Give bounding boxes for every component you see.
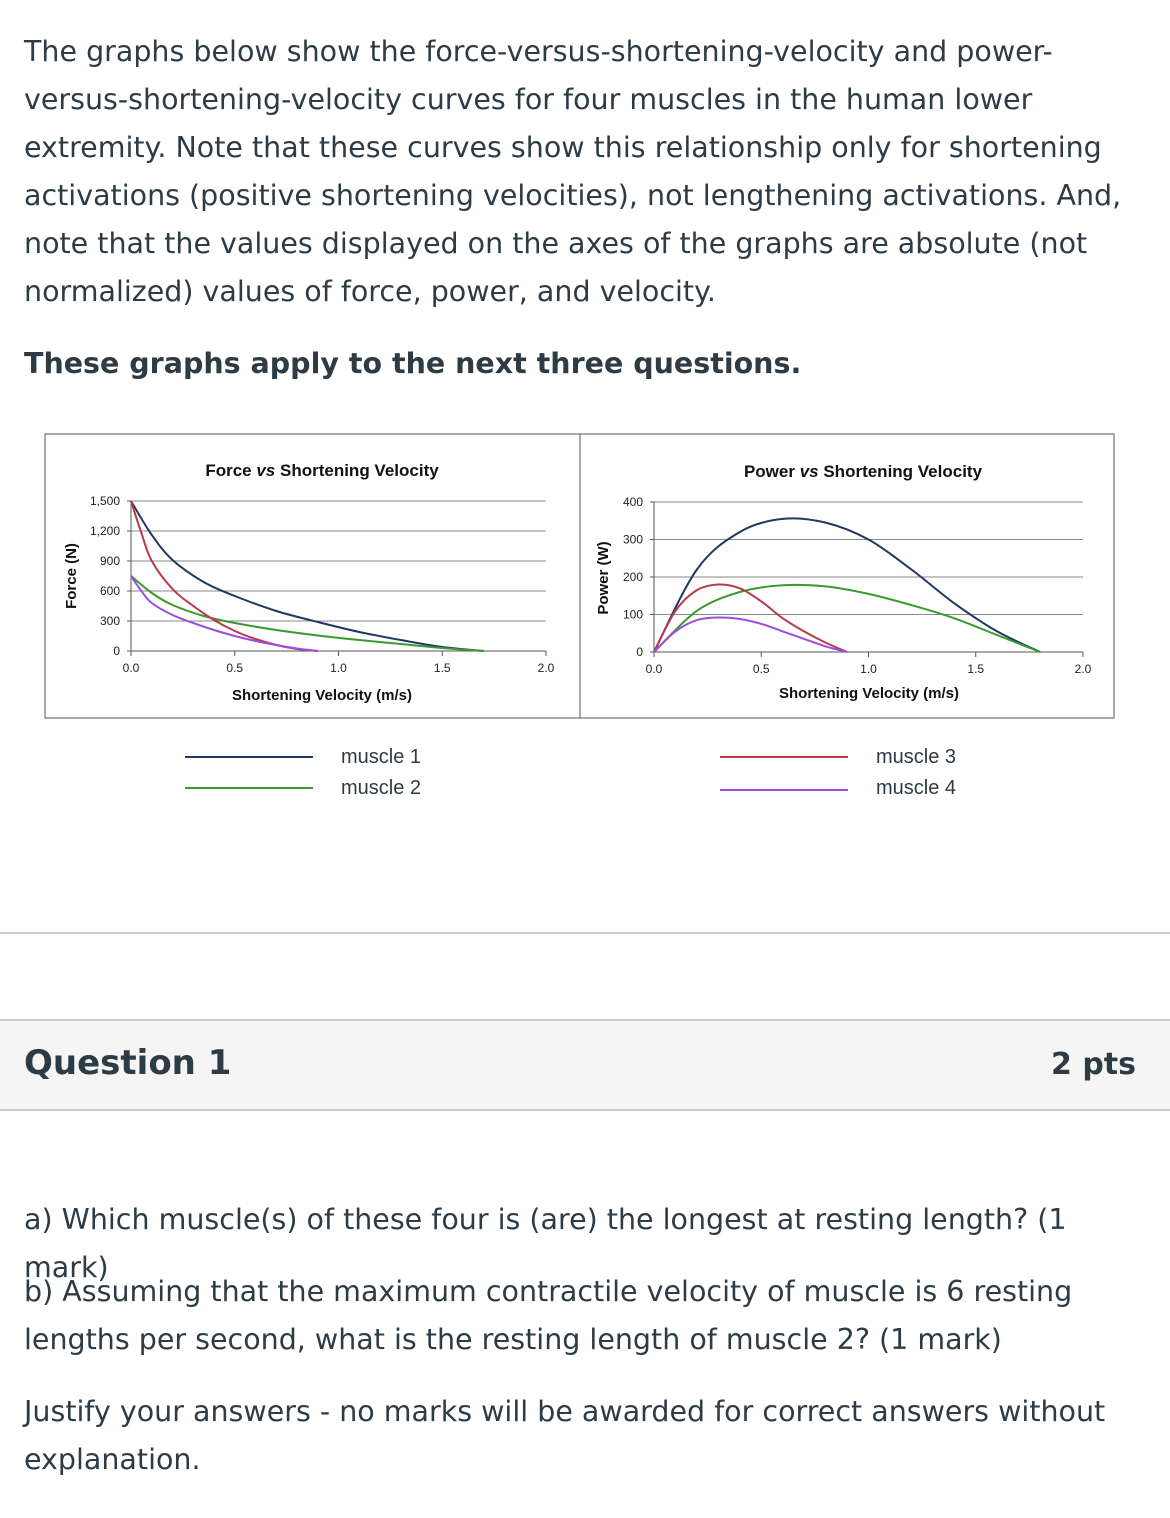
y-tick-label: 1,200 [89, 524, 120, 538]
x-axis-label: Shortening Velocity (m/s) [231, 687, 413, 704]
y-tick-label: 900 [99, 554, 120, 568]
y-tick-label: 300 [622, 532, 643, 547]
y-tick-label: 300 [99, 614, 120, 628]
legend-label-muscle-3: muscle 3 [876, 746, 957, 768]
x-tick-label: 0.0 [645, 662, 663, 676]
x-tick-label: 0.5 [752, 662, 770, 676]
question-part-a: a) Which muscle(s) of these four is (are) the longest at resting length? (1 mark) [24, 1203, 1067, 1284]
question-points: 2 pts [1051, 1047, 1136, 1082]
intro-paragraph: The graphs below show the force-versus-shortening-velocity and power-versus-shortening-velocity curves for four muscles in the human lower extremity. Note that these curves show this relationship only for shortening activations (positive shortening velocities), not lengthening activations. And, note that the values displayed on the axes of the graphs are absolute (not normalized) values of force, power, and velocity. [24, 35, 1122, 308]
x-tick-label: 1.5 [967, 662, 985, 676]
question-header [0, 1019, 1170, 1111]
legend-label-muscle-2: muscle 2 [341, 777, 422, 799]
y-tick-label: 1,500 [89, 494, 120, 508]
x-tick-label: 0.5 [226, 661, 244, 675]
y-tick-label: 200 [622, 570, 643, 584]
y-tick-label: 400 [622, 495, 643, 509]
y-tick-label: 600 [99, 584, 120, 598]
chart-title: Power vs Shortening Velocity [743, 462, 983, 481]
apply-note: These graphs apply to the next three questions. [24, 347, 802, 380]
x-tick-label: 2.0 [1074, 662, 1092, 676]
x-tick-label: 1.0 [860, 662, 877, 676]
chart-legend [185, 757, 848, 790]
y-tick-label: 100 [622, 607, 643, 622]
question-title: Question 1 [24, 1043, 232, 1083]
chart-title: Force vs Shortening Velocity [205, 461, 439, 480]
y-axis-label: Power (W) [595, 541, 612, 615]
section-divider [0, 932, 1170, 934]
y-axis-label: Force (N) [63, 543, 80, 609]
x-tick-label: 0.0 [122, 661, 140, 675]
x-tick-label: 1.5 [433, 661, 451, 675]
y-tick-label: 0 [113, 644, 120, 658]
legend-label-muscle-1: muscle 1 [341, 746, 422, 768]
legend-label-muscle-4: muscle 4 [876, 777, 957, 799]
question-part-b: b) Assuming that the maximum contractile velocity of muscle is 6 resting lengths per second, what is the resting length of muscle 2? (1 mark) [24, 1275, 1073, 1356]
x-axis-label: Shortening Velocity (m/s) [778, 685, 960, 702]
x-tick-label: 2.0 [537, 661, 555, 675]
x-tick-label: 1.0 [330, 661, 347, 675]
question-justify: Justify your answers - no marks will be awarded for correct answers without explanation. [24, 1395, 1106, 1476]
y-tick-label: 0 [636, 645, 643, 659]
